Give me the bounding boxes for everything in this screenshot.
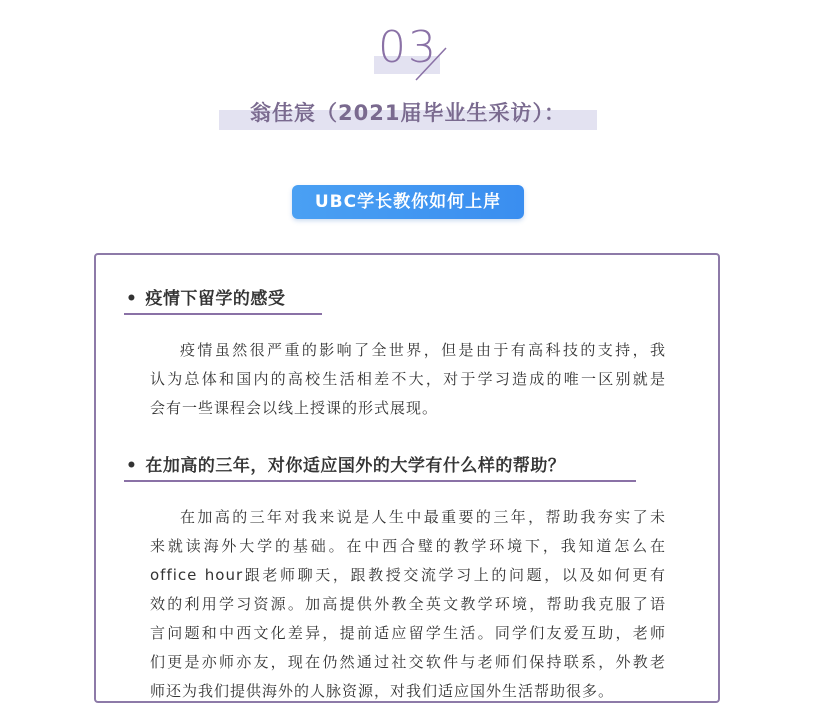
paragraph-line: 认为总体和国内的高校生活相差不大，对于学习造成的唯一区别就是 (150, 370, 666, 388)
section-number-badge (372, 22, 452, 82)
banner-label: UBC学长教你如何上岸 (292, 185, 524, 219)
section-heading-text: 在加高的三年，对你适应国外的大学有什么样的帮助？ (145, 456, 566, 476)
section-paragraph-1 (150, 336, 666, 423)
paragraph-line: 师还为我们提供海外的人脉资源，对我们适应国外生活帮助很多。 (150, 682, 615, 700)
section-heading-1 (126, 287, 285, 311)
section-heading-2 (126, 454, 565, 478)
section-heading-text: 疫情下留学的感受 (145, 289, 286, 309)
paragraph-line: 效的利用学习资源。加高提供外教全英文教学环境，帮助我克服了语 (150, 595, 666, 613)
bullet-icon: • (126, 289, 138, 309)
bullet-icon: • (126, 456, 138, 476)
paragraph-line: 们更是亦师亦友，现在仍然通过社交软件与老师们保持联系，外教老 (150, 653, 666, 671)
section-underline-2 (124, 480, 636, 482)
paragraph-line: office hour跟老师聊天，跟教授交流学习上的问题，以及如何更有 (150, 566, 666, 584)
page-title: 翁佳宸（2021届毕业生采访）： (250, 101, 566, 125)
section-paragraph-2 (150, 503, 666, 706)
paragraph-line: 疫情虽然很严重的影响了全世界，但是由于有高科技的支持，我 (180, 341, 666, 359)
paragraph-line: 言问题和中西文化差异，提前适应留学生活。同学们友爱互助，老师 (150, 624, 666, 642)
section-number: 03 (378, 22, 438, 73)
section-underline-1 (124, 313, 322, 315)
paragraph-line: 在加高的三年对我来说是人生中最重要的三年，帮助我夯实了未 (180, 508, 666, 526)
slash-decoration-icon (372, 22, 452, 82)
paragraph-line: 来就读海外大学的基础。在中西合璧的教学环境下，我知道怎么在 (150, 537, 666, 555)
paragraph-line: 会有一些课程会以线上授课的形式展现。 (150, 399, 439, 417)
